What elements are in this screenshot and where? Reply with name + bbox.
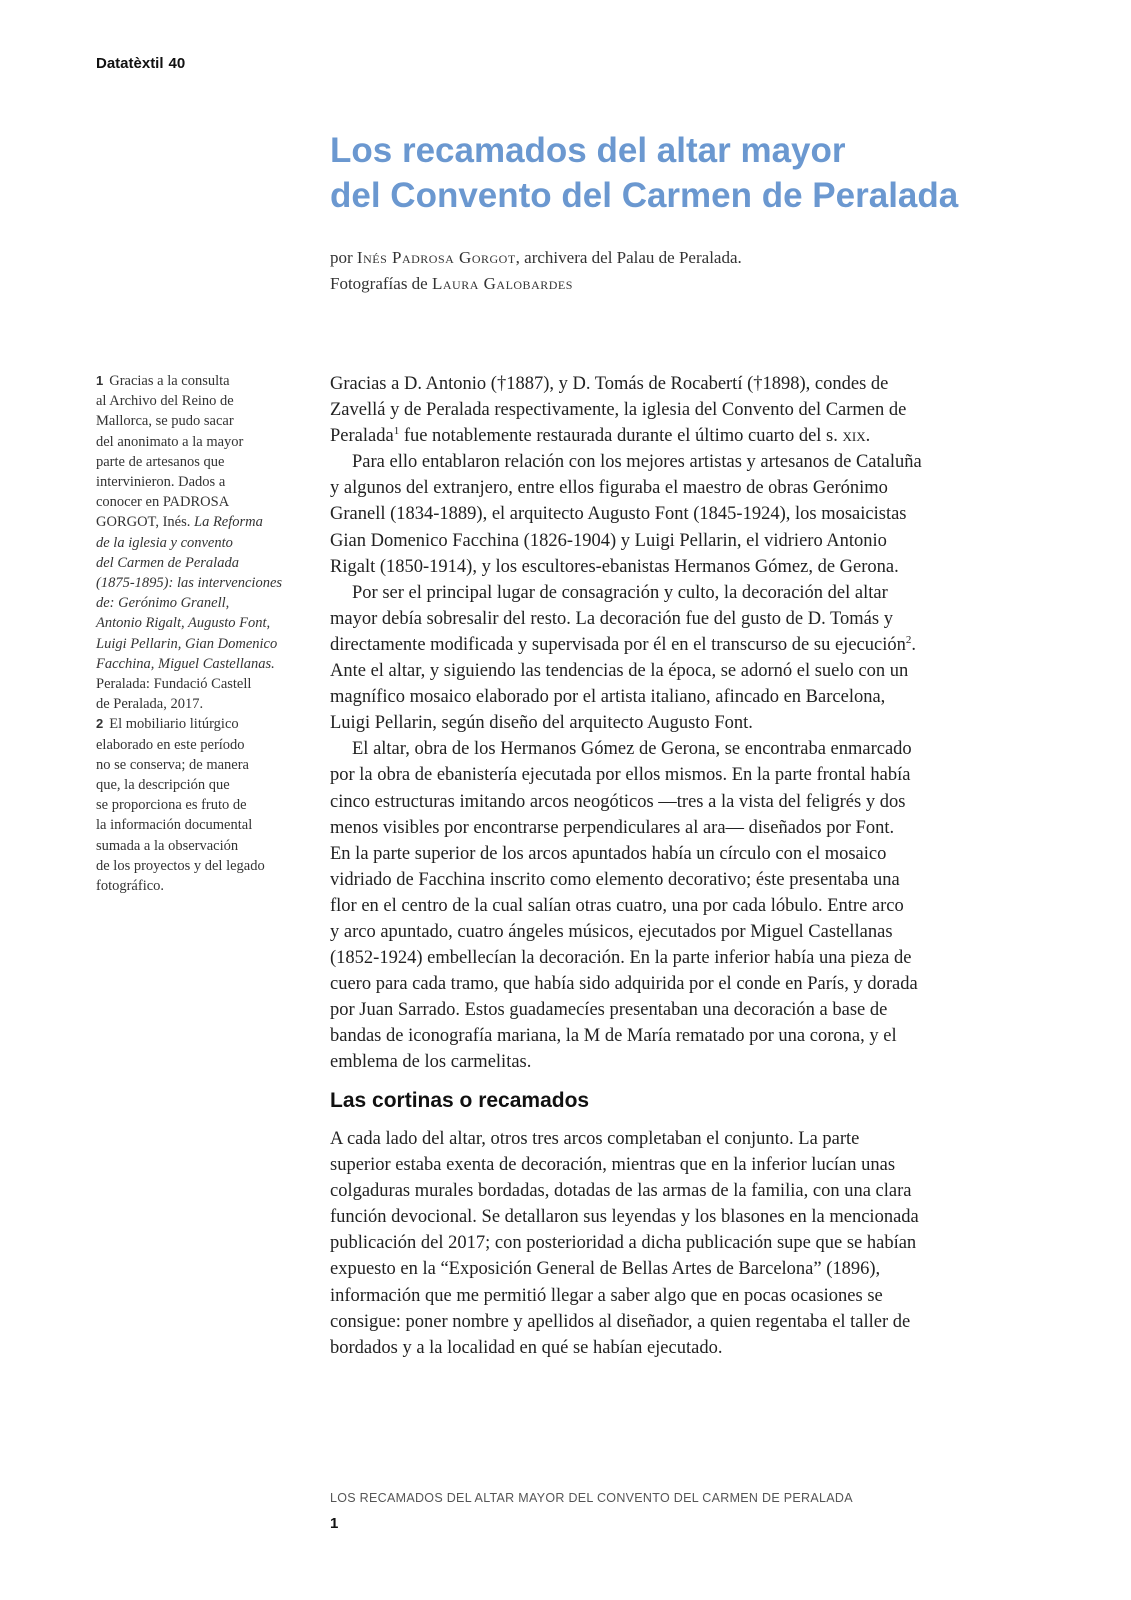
text-line: y arco apuntado, cuatro ángeles músicos, ejecutados por Miguel Castellanas	[330, 921, 893, 942]
paragraph-2	[330, 449, 1030, 579]
text-line: directamente modificada y supervisada por él en el transcurso de su ejecución$^2$.	[330, 633, 916, 655]
text-line: vidriado de Facchina inscrito como elemento decorativo; éste presentaba una	[330, 869, 900, 890]
footnote-line: al Archivo del Reino de	[96, 393, 234, 410]
footnote-number: 1	[96, 373, 104, 388]
footnote-line: (1875-1895): las intervenciones	[96, 575, 283, 592]
footnote-number: 2	[96, 716, 104, 732]
text-line: El altar, obra de los Hermanos Gómez de Gerona, se encontraba enmarcado	[352, 739, 912, 760]
text-line: y algunos del extranjero, entre ellos figuraba el maestro de obras Gerónimo	[330, 478, 888, 499]
text-line: flor en el centro de la cual salían otras cuatro, una por cada lóbulo. Entre arco	[330, 895, 904, 916]
section-heading: Las cortinas o recamados	[330, 1089, 590, 1112]
text-line: cinco estructuras imitando arcos neogóticos —tres a la vista del feligrés y dos	[330, 791, 906, 812]
footnotes-sidebar	[96, 371, 311, 896]
photos-prefix: Fotografías de	[330, 274, 428, 293]
footnote-line: Mallorca, se pudo sacar	[96, 413, 234, 430]
text-line: información que me permitió llegar a saber algo que en pocas ocasiones se	[330, 1285, 883, 1306]
text-line: bordados y a la localidad en qué se habían ejecutado.	[330, 1337, 723, 1358]
journal-issue: 40	[168, 55, 186, 72]
text-line: emblema de los carmelitas.	[330, 1052, 532, 1073]
text-line: superior estaba exenta de decoración, mientras que en la inferior lucían unas	[330, 1155, 896, 1176]
text-line: publicación del 2017; con posterioridad a dicha publicación supe que se habían	[330, 1233, 917, 1254]
title-line-2: del Convento del Carmen de Peralada	[330, 176, 959, 215]
footnote-line: 1 Gracias a la consulta	[96, 373, 230, 389]
text-line: Rigalt (1850-1914), y los escultores-ebanistas Hermanos Gómez, de Gerona.	[330, 556, 899, 577]
byline-prefix: por	[330, 248, 353, 267]
title-line-1: Los recamados del altar mayor	[330, 131, 846, 170]
text-line: menos visibles por encontrarse perpendiculares al ara— diseñados por Font.	[330, 817, 895, 838]
text-line: función devocional. Se detallaron sus leyendas y los blasones en la mencionada	[330, 1207, 919, 1228]
footnote-line: del Carmen de Peralada	[96, 554, 239, 571]
text-line: Por ser el principal lugar de consagración y culto, la decoración del altar	[352, 582, 888, 603]
footnote-line: la información documental	[96, 817, 253, 834]
footnote-line: conocer en PADROSA	[96, 494, 230, 511]
paragraph-1	[330, 371, 1030, 449]
byline-photo-line	[330, 271, 1050, 297]
footnote-line: intervinieron. Dados a	[96, 474, 226, 491]
footnote-line: elaborado en este período	[96, 736, 245, 753]
photographer-name: Laura Galobardes	[431, 274, 573, 293]
text-line: colgaduras murales bordadas, dotadas de las armas de la familia, con una clara	[330, 1181, 912, 1202]
article-title	[330, 128, 1050, 218]
footnote-line: sumada a la observación	[96, 837, 239, 854]
text-line: expuesto en la “Exposición General de Bellas Artes de Barcelona” (1896),	[330, 1259, 881, 1280]
footnote-ref-1[interactable]: 1	[393, 425, 400, 438]
text-line: (1852-1924) embellecían la decoración. En la parte inferior había una pieza de	[330, 948, 912, 969]
paragraph-5	[330, 1126, 1030, 1361]
footnote-line: 2 El mobiliario litúrgico	[96, 716, 239, 733]
century-numeral: xix.	[842, 426, 871, 447]
article-body	[330, 371, 1030, 1076]
text-line: A cada lado del altar, otros tres arcos completaban el conjunto. La parte	[330, 1129, 860, 1149]
footnote-line: Facchina, Miguel Castellanas.	[96, 655, 275, 672]
journal-name: Datatèxtil	[96, 55, 164, 72]
text-line: Peralada$^1$ fue notablemente restaurada durante el último cuarto del s. xix.	[330, 425, 871, 447]
footnote-line: que, la descripción que	[96, 777, 230, 794]
text-line: Ante el altar, y siguiendo las tendencias de la época, se adornó el suelo con un	[330, 661, 909, 682]
footnote-book-title: La Reforma	[194, 514, 263, 531]
text-line: Para ello entablaron relación con los mejores artistas y artesanos de Cataluña	[352, 452, 922, 473]
footnote-line: se proporciona es fruto de	[96, 797, 247, 814]
footnote-line: Antonio Rigalt, Augusto Font,	[96, 615, 271, 632]
footnote-line: de Peralada, 2017.	[96, 696, 204, 713]
footnote-line: del anonimato a la mayor	[96, 433, 244, 450]
author-name: Inés Padrosa Gorgot	[356, 248, 516, 267]
footnote-line: de la iglesia y convento	[96, 534, 233, 551]
author-affiliation: , archivera del Palau de Peralada.	[515, 248, 742, 267]
text-line: En la parte superior de los arcos apuntados había un círculo con el mosaico	[330, 843, 887, 864]
footnote-line: de los proyectos y del legado	[96, 857, 265, 874]
text-line: Zavellá y de Peralada respectivamente, la iglesia del Convento del Carmen de	[330, 400, 907, 421]
footnote-line: Peralada: Fundació Castell	[96, 676, 252, 693]
text-line: Gian Domenico Facchina (1826-1904) y Luigi Pellarin, el vidriero Antonio	[330, 530, 887, 551]
footnote-line: parte de artesanos que	[96, 453, 225, 470]
text-line: magnífico mosaico elaborado por el artista italiano, afincado en Barcelona,	[330, 687, 886, 708]
footnote-line: Luigi Pellarin, Gian Domenico	[96, 635, 278, 652]
text-line: Gracias a D. Antonio (†1887), y D. Tomás de Rocabertí (†1898), condes de	[330, 374, 889, 394]
journal-header	[96, 55, 185, 72]
text-line: consigue: poner nombre y apellidos al diseñador, a quien regentaba el taller de	[330, 1311, 911, 1332]
text-line: Luigi Pellarin, según diseño del arquitecto Augusto Font.	[330, 713, 753, 734]
running-footer: LOS RECAMADOS DEL ALTAR MAYOR DEL CONVENTO DEL CARMEN DE PERALADA	[330, 1491, 853, 1505]
text-line: por la obra de ebanistería ejecutada por ellos mismos. En la parte frontal había	[330, 765, 911, 786]
footnote-line: GORGOT, Inés. La Reforma	[96, 514, 263, 531]
article-body-section-2	[330, 1126, 1030, 1361]
text-line: bandas de iconografía mariana, la M de María rematado por una corona, y el	[330, 1026, 897, 1047]
footnote-2	[96, 714, 311, 896]
footnote-line: de: Gerónimo Granell,	[96, 595, 230, 612]
footnote-line: no se conserva; de manera	[96, 756, 249, 773]
text-line: Granell (1834-1889), el arquitecto Augusto Font (1845-1924), los mosaicistas	[330, 504, 907, 525]
footnote-1	[96, 371, 311, 714]
paragraph-3	[330, 580, 1030, 737]
byline-author-line	[330, 245, 1050, 271]
text-line: mayor debía sobresalir del resto. La decoración fue del gusto de D. Tomás y	[330, 608, 893, 629]
byline	[330, 245, 1050, 297]
footnote-line: fotográfico.	[96, 878, 165, 895]
paragraph-4	[330, 736, 1030, 1075]
page-number: 1	[330, 1515, 339, 1532]
footnote-ref-2[interactable]: 2	[905, 633, 912, 646]
text-line: cuero para cada tramo, que había sido adquirida por el conde en París, y dorada	[330, 974, 918, 995]
text-line: por Juan Sarrado. Estos guadamecíes presentaban una decoración a base de	[330, 1000, 888, 1021]
